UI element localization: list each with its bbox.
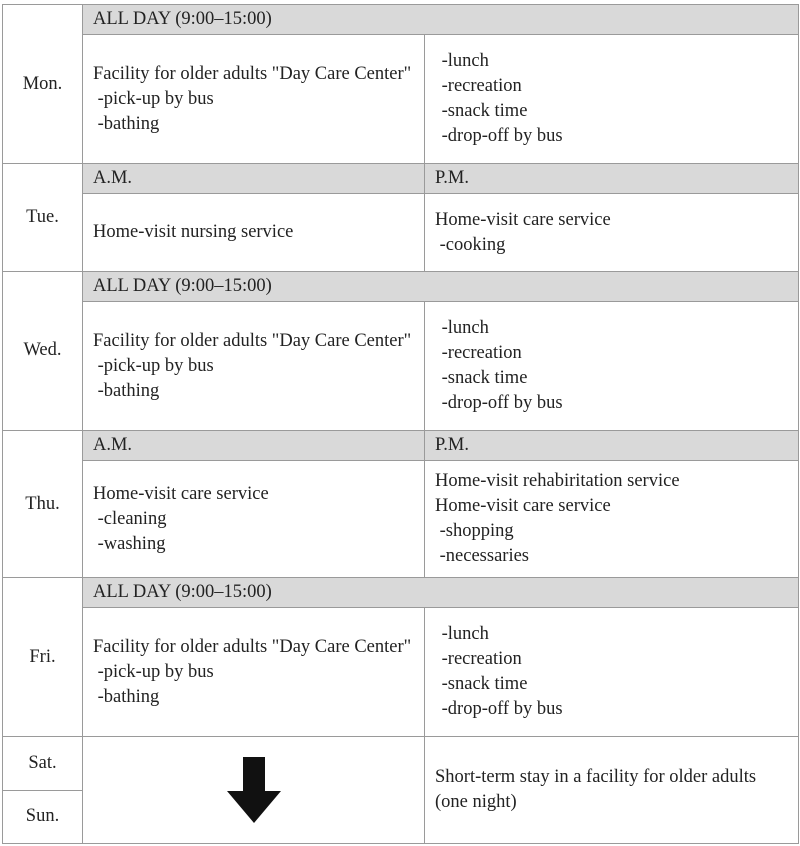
day-label-thu: Thu.	[3, 431, 83, 578]
fri-right-cell	[425, 608, 799, 737]
day-label-mon: Mon.	[3, 5, 83, 164]
thu-header-pm: P.M.	[425, 431, 799, 461]
wed-left-cell	[83, 302, 425, 431]
weekend-arrow-cell	[83, 737, 425, 844]
fri-right-item: -drop-off by bus	[437, 699, 563, 720]
tue-header-am: A.M.	[83, 164, 425, 194]
tue-pm-cell	[425, 194, 799, 272]
wed-left-title: Facility for older adults "Day Care Center"	[93, 330, 412, 351]
fri-left-item: -bathing	[93, 686, 160, 707]
fri-left-cell	[83, 608, 425, 737]
wed-right-item: -snack time	[437, 368, 528, 389]
thu-pm-line: Home-visit rehabiritation service	[435, 471, 680, 492]
tue-am-cell	[83, 194, 425, 272]
mon-right-item: -drop-off by bus	[437, 126, 563, 147]
mon-right-item: -snack time	[437, 101, 528, 122]
mon-left-item: -bathing	[93, 113, 160, 134]
mon-right-item: -lunch	[437, 51, 489, 72]
mon-right-cell	[425, 35, 799, 164]
wed-right-item: -drop-off by bus	[437, 393, 563, 414]
fri-right-item: -recreation	[437, 649, 522, 670]
thu-pm-cell	[425, 461, 799, 578]
wed-header: ALL DAY (9:00–15:00)	[83, 271, 799, 301]
thu-am-item: -cleaning	[93, 508, 167, 529]
thu-am-cell	[83, 461, 425, 578]
wed-right-item: -lunch	[437, 318, 489, 339]
down-arrow-icon	[226, 757, 282, 823]
day-label-sat: Sat.	[3, 737, 83, 790]
wed-left-item: -bathing	[93, 380, 160, 401]
wed-right-cell	[425, 302, 799, 431]
thu-am-title: Home-visit care service	[93, 483, 269, 504]
mon-header: ALL DAY (9:00–15:00)	[83, 5, 799, 35]
thu-pm-line: Home-visit care service	[435, 496, 611, 517]
day-label-sun: Sun.	[3, 790, 83, 843]
thu-am-item: -washing	[93, 533, 166, 554]
fri-left-title: Facility for older adults "Day Care Center"	[93, 636, 412, 657]
wed-right-item: -recreation	[437, 343, 522, 364]
fri-left-item: -pick-up by bus	[93, 661, 214, 682]
fri-right-item: -lunch	[437, 624, 489, 645]
weekend-right-title: Short-term stay in a facility for older adults	[435, 767, 757, 788]
mon-left-cell	[83, 35, 425, 164]
fri-right-item: -snack time	[437, 674, 528, 695]
tue-pm-title: Home-visit care service	[435, 209, 611, 230]
mon-left-title: Facility for older adults "Day Care Center"	[93, 63, 412, 84]
wed-left-item: -pick-up by bus	[93, 355, 214, 376]
tue-am-text: Home-visit nursing service	[93, 222, 294, 243]
weekly-care-schedule	[2, 4, 799, 844]
thu-pm-line: -necessaries	[435, 546, 529, 567]
weekend-right-note: (one night)	[435, 792, 517, 813]
tue-pm-item: -cooking	[435, 234, 506, 255]
mon-left-item: -pick-up by bus	[93, 88, 214, 109]
thu-pm-line: -shopping	[435, 521, 514, 542]
weekend-right-cell	[425, 737, 799, 844]
day-label-wed: Wed.	[3, 271, 83, 430]
day-label-fri: Fri.	[3, 578, 83, 737]
mon-right-item: -recreation	[437, 76, 522, 97]
tue-header-pm: P.M.	[425, 164, 799, 194]
thu-header-am: A.M.	[83, 431, 425, 461]
day-label-tue: Tue.	[3, 164, 83, 272]
fri-header: ALL DAY (9:00–15:00)	[83, 578, 799, 608]
